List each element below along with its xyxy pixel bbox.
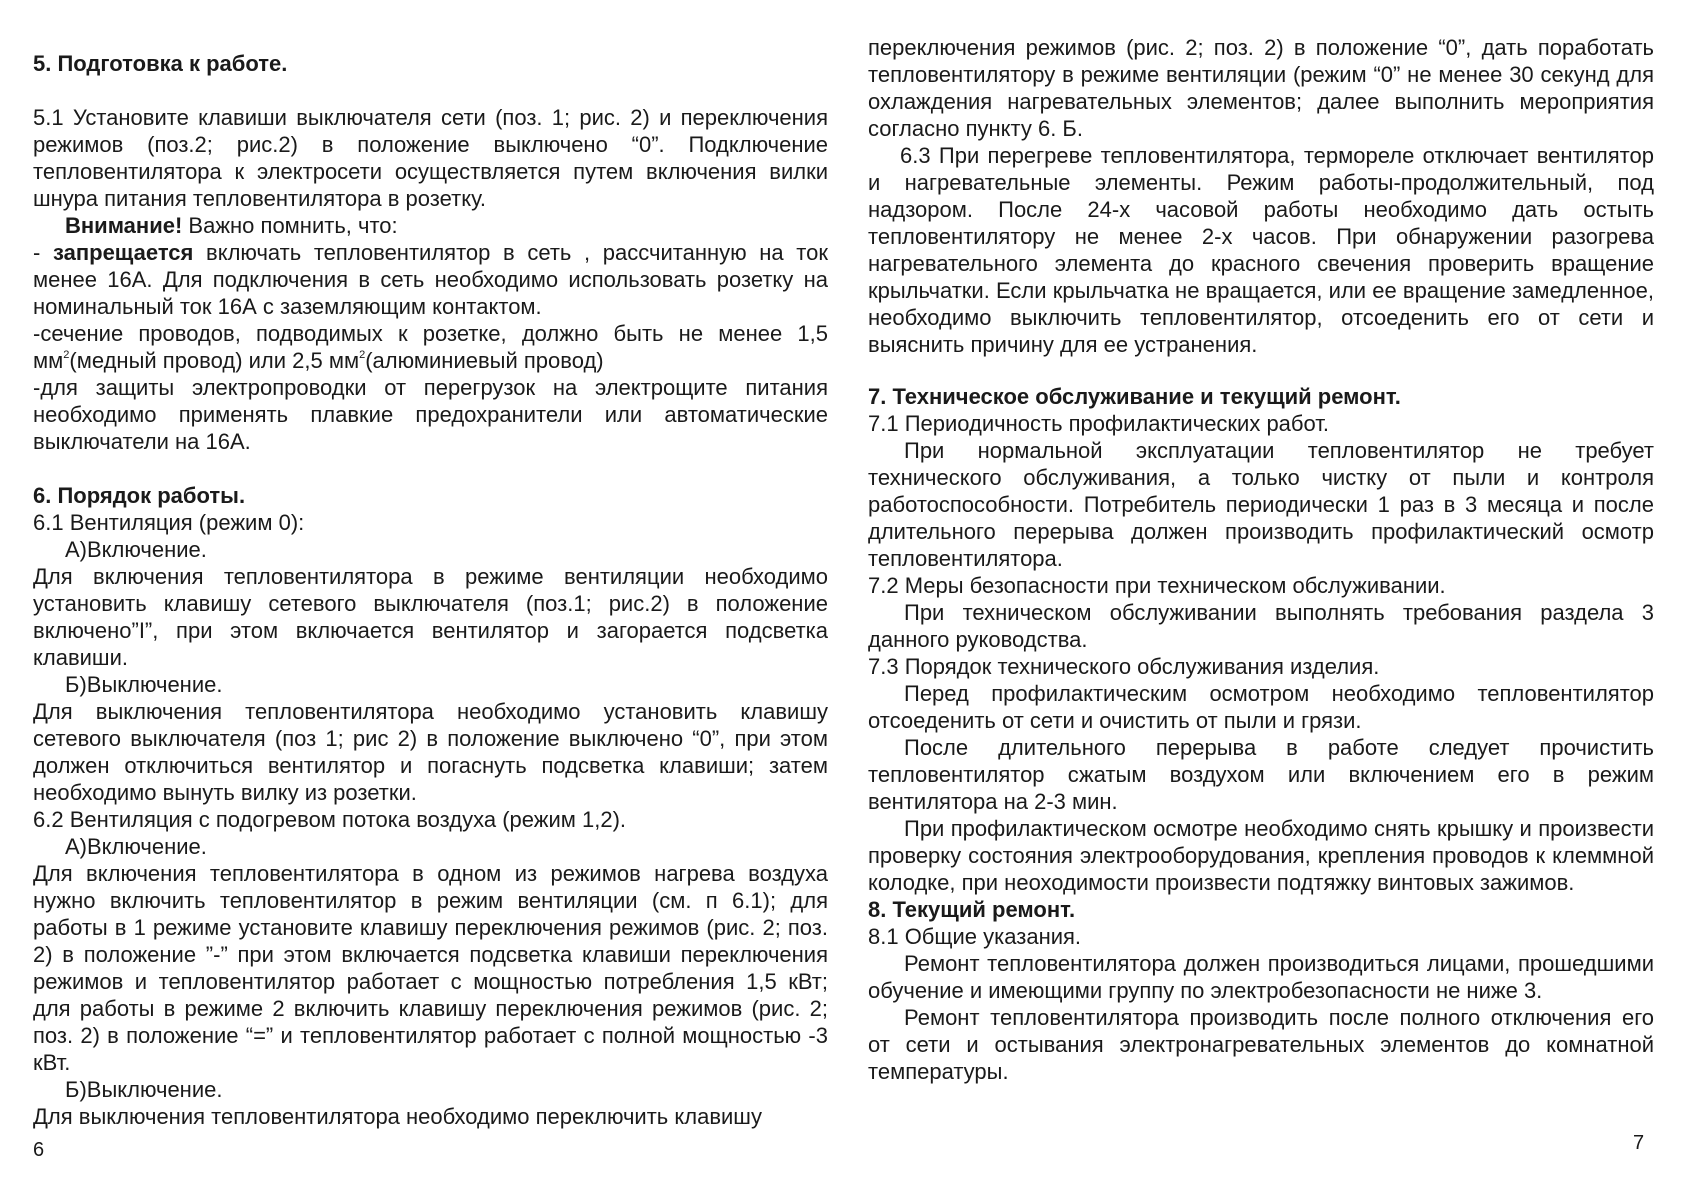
paragraph-continuation: переключения режимов (рис. 2; поз. 2) в положение “0”, дать поработать тепловентилятору в режиме вентиляции (режим “0” не менее 30 секунд для охлаждения нагревательных элементов; далее выполнить мероприятия согласно пункту 6. Б. (868, 35, 1654, 141)
paragraph-7-3-a: Перед профилактическим осмотром необходимо тепловентилятор отсоеденить от сети и очистить от пыли и грязи. (868, 681, 1654, 733)
section-5-heading: 5. Подготовка к работе. (33, 51, 288, 76)
section-7-heading: 7. Техническое обслуживание и текущий ремонт. (868, 384, 1401, 409)
paragraph-5-1: 5.1 Установите клавиши выключателя сети (поз. 1; рис. 2) и переключения режимов (поз.2; рис.2) в положение выключено “0”. Подключение тепловентилятора к электросети осуществляется путем включения вилки шнура питания тепловентилятора в розетку. (33, 105, 828, 211)
paragraph-6-1: 6.1 Вентиляция (режим 0): (33, 510, 305, 535)
attention-paragraph (33, 212, 828, 239)
subheading-off-b: Б)Выключение. (65, 672, 223, 697)
wire-section-paragraph (33, 320, 828, 374)
page-number-right: 7 (1633, 1132, 1645, 1154)
subheading-on-a: А)Включение. (65, 537, 207, 562)
paragraph-6-3: 6.3 При перегреве тепловентилятора, термореле отключает вентилятор и нагревательные элементы. Режим работы-продолжительный, под надзором. После 24-х часовой работы необходимо дать остыть тепловентилятору не менее 2-х часов. При обнаружении разогрева нагревательного элемента до красного свечения проверить вращение крыльчатки. Если крыльчатка не вращается, или ее вращение замедленное, необходимо выключить тепловентилятор, отсоеденить его от сети и выяснить причину для ее устранения. (868, 143, 1654, 357)
page-left (33, 50, 828, 1130)
superscript-2: 2 (359, 349, 366, 361)
section-8-heading: 8. Текущий ремонт. (868, 897, 1076, 922)
paragraph-7-3-c: При профилактическом осмотре необходимо снять крышку и произвести проверку состояния электрооборудования, крепления проводов к клеммной колодке, при неоходимости произвести подтяжку винтовых зажимов. (868, 816, 1654, 895)
paragraph-7-3-heading: 7.3 Порядок технического обслуживания изделия. (868, 654, 1380, 679)
paragraph-6-2: 6.2 Вентиляция с подогревом потока воздуха (режим 1,2). (33, 807, 627, 832)
paragraph-on-a2: Для включения тепловентилятора в одном из режимов нагрева воздуха нужно включить тепловентилятор в режим вентиляции (см. п 6.1); для работы в 1 режиме установите клавишу переключения режимов (рис. 2; поз. 2) в положение ”-” при этом включается подсветка клавиши переключения режимов и тепловентилятор работает с мощностью потребления 1,5 кВт; для работы в режиме 2 включить клавишу переключения режимов (рис. 2; поз. 2) в положение “=” и тепловентилятор работает с полной мощностью -3 кВт. (33, 861, 828, 1075)
paragraph-8-1-b: Ремонт тепловентилятора производить после полного отключения его от сети и остывания электронагревательных элементов до комнатной температуры. (868, 1005, 1654, 1084)
paragraph-8-1-heading: 8.1 Общие указания. (868, 924, 1082, 949)
attention-word: Внимание! (65, 213, 183, 238)
page-right (868, 34, 1654, 1085)
paragraph-7-1-heading: 7.1 Периодичность профилактических работ. (868, 411, 1330, 436)
protection-paragraph: -для защиты электропроводки от перегрузок на электрощите питания необходимо применять плавкие предохранители или автоматические выключатели на 16А. (33, 375, 828, 454)
forbid-rest: включать тепловентилятор в сеть , рассчитанную на ток менее 16А. Для подключения в сеть необходимо использовать розетку на номинальный ток 16А с заземляющим контактом. (33, 240, 828, 319)
paragraph-7-3-b: После длительного перерыва в работе следует прочистить тепловентилятор сжатым воздухом или включением его в режим вентилятора на 2-3 мин. (868, 735, 1654, 814)
paragraph-7-2-text: При техническом обслуживании выполнять требования раздела 3 данного руководства. (868, 600, 1654, 652)
attention-rest: Важно помнить, что: (182, 213, 398, 238)
section-6-heading: 6. Порядок работы. (33, 483, 246, 508)
paragraph-off-b: Для выключения тепловентилятора необходимо установить клавишу сетевого выключателя (поз 1; рис 2) в положение выключено “0”, при этом должен отключиться вентилятор и погаснуть подсветка клавиши; затем необходимо вынуть вилку из розетки. (33, 699, 828, 805)
wire-text-c: (алюминиевый провод) (365, 348, 604, 373)
paragraph-7-1-text: При нормальной эксплуатации тепловентилятор не требует технического обслуживания, а только чистку от пыли и контроля работоспособности. Потребитель периодически 1 раз в 3 месяца и после длительного перерыва должен производить профилактический осмотр тепловентилятора. (868, 438, 1654, 571)
forbid-paragraph (33, 239, 828, 320)
subheading-off-b2: Б)Выключение. (65, 1077, 223, 1102)
forbid-prefix: - (33, 240, 53, 265)
paragraph-8-1-a: Ремонт тепловентилятора должен производиться лицами, прошедшими обучение и имеющими группу по электробезопасности не ниже 3. (868, 951, 1654, 1003)
paragraph-off-b2: Для выключения тепловентилятора необходимо переключить клавишу (33, 1104, 762, 1129)
page-number-left: 6 (33, 1139, 45, 1161)
forbid-word: запрещается (52, 240, 194, 265)
wire-text-a: -сечение проводов, подводимых к розетке, должно быть не менее 1,5 мм (33, 321, 828, 373)
wire-text-b: (медный провод) или 2,5 мм (69, 348, 360, 373)
subheading-on-a2: А)Включение. (65, 834, 207, 859)
superscript-2: 2 (63, 349, 70, 361)
paragraph-on-a: Для включения тепловентилятора в режиме вентиляции необходимо установить клавишу сетевого выключателя (поз.1; рис.2) в положение включено”I”, при этом включается вентилятор и загорается подсветка клавиши. (33, 564, 828, 670)
paragraph-7-2-heading: 7.2 Меры безопасности при техническом обслуживании. (868, 573, 1446, 598)
